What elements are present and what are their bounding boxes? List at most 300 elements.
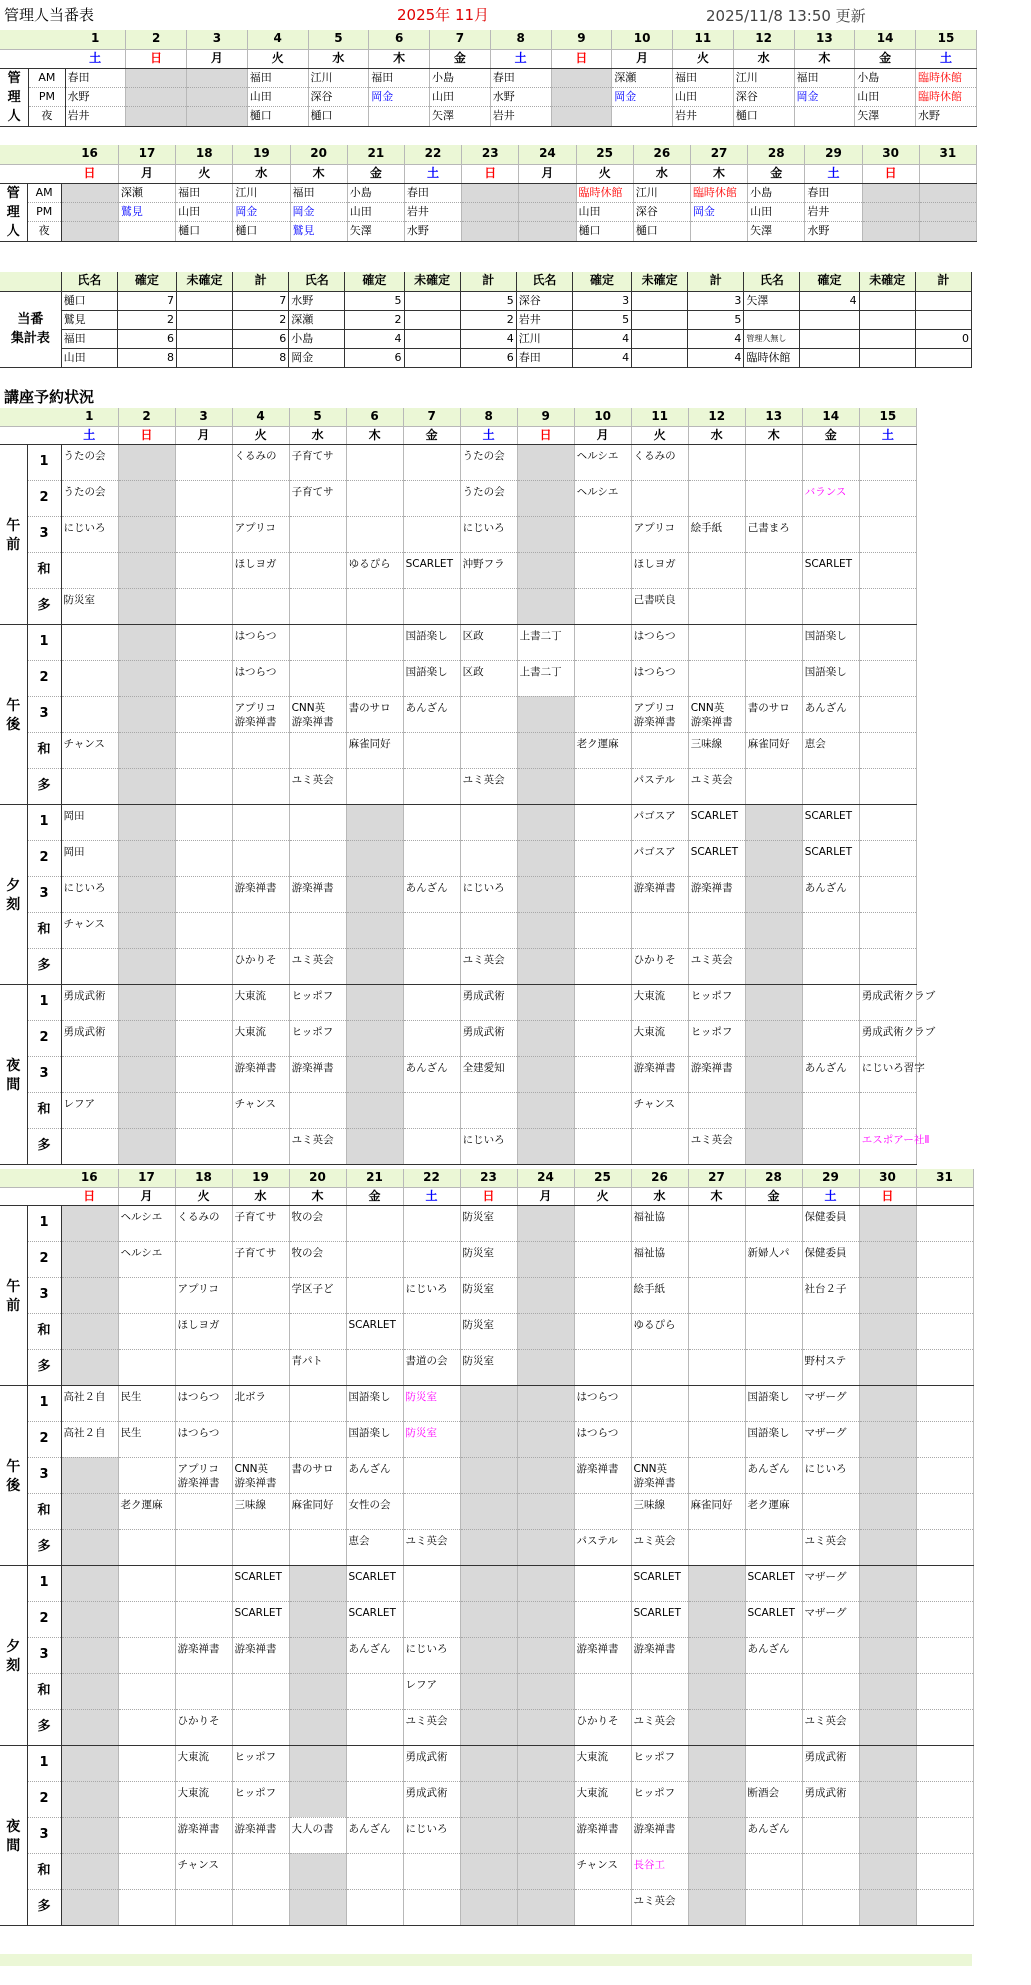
booking-cell [688,1457,745,1493]
booking-cell [859,804,916,840]
booking-cell [346,1277,403,1313]
booking-cell [688,1601,745,1637]
booking-row [0,1020,917,1056]
booking-cell [517,948,574,984]
booking-cell: レフア [403,1673,460,1709]
tally-cell [404,291,460,310]
slot-label: PM [29,87,65,106]
booking-cell: 勇成武術 [403,1781,460,1817]
booking-cell: うたの会 [460,480,517,516]
booking-cell [859,1241,916,1277]
duty-row-PM [0,202,977,221]
booking-cell: 書のサロ [346,696,403,732]
booking-cell [175,552,232,588]
booking-cell [289,732,346,768]
weekday-label: 日 [61,1187,118,1205]
day-number-26: 26 [631,1169,688,1187]
booking-cell: くるみの [232,444,289,480]
duty-day-row [0,30,977,49]
weekday-label: 金 [748,164,805,183]
side-label-char: 夕 [6,878,21,894]
day-number-17: 17 [118,145,175,164]
booking-cell: 子育てサ [232,1205,289,1241]
side-label-char: 人 [7,108,21,124]
booking-cell [574,948,631,984]
booking-cell [802,1493,859,1529]
booking-cell [517,1529,574,1565]
tally-cell [859,310,915,329]
tally-header: 氏名 [516,272,572,291]
duty-cell: 岩井 [673,107,734,126]
tally-cell: 臨時休館 [744,348,800,367]
booking-weekday-row [0,1187,973,1205]
booking-cell: 国語楽し [802,660,859,696]
booking-cell: 防災室 [403,1421,460,1457]
booking-cell: あんざん [802,1056,859,1092]
duty-cell: 福田 [794,68,855,87]
side-label-char: 午 [6,1459,21,1475]
booking-cell [346,1889,403,1925]
booking-cell: マザーグ [802,1601,859,1637]
weekday-label: 日 [61,164,118,183]
booking-cell [517,1421,574,1457]
booking-cell: 勇成武術クラブ [859,1020,916,1056]
weekday-label: 火 [576,164,633,183]
tally-row [0,291,972,310]
booking-cell: 女性の会 [346,1493,403,1529]
day-number-27: 27 [688,1169,745,1187]
duty-cell [187,107,248,126]
booking-cell [403,1313,460,1349]
booking-cell [517,1493,574,1529]
booking-cell [346,1781,403,1817]
tally-cell [915,310,971,329]
booking-cell [916,1601,973,1637]
booking-cell: あんざん [802,696,859,732]
tally-cell: 岩井 [516,310,572,329]
booking-cell [916,1637,973,1673]
booking-cell [61,1853,118,1889]
booking-cell: 勇成武術 [460,984,517,1020]
weekday-label: 水 [631,1187,688,1205]
booking-cell [745,1128,802,1164]
weekday-label: 月 [187,49,248,68]
booking-table-week2 [0,1169,974,1926]
booking-row [0,1673,973,1709]
booking-cell [403,444,460,480]
duty-cell: 鷲見 [118,202,175,221]
tally-cell [800,348,859,367]
tally-cell: 8 [117,348,176,367]
duty-cell: 春田 [490,68,551,87]
booking-cell [916,1565,973,1601]
booking-cell [175,948,232,984]
tally-cell [176,310,232,329]
booking-row [0,768,917,804]
booking-row [0,1241,973,1277]
day-number-30: 30 [859,1169,916,1187]
room-label: 和 [27,1673,61,1709]
booking-cell [61,1745,118,1781]
booking-cell: 勇成武術 [460,1020,517,1056]
booking-cell: 游楽禅書 [175,1637,232,1673]
booking-cell [175,732,232,768]
booking-cell [232,840,289,876]
booking-cell: 子育てサ [232,1241,289,1277]
booking-cell [175,1493,232,1529]
duty-cell: 矢澤 [748,222,805,241]
tally-cell [632,291,688,310]
booking-cell: あんざん [403,1056,460,1092]
booking-cell [118,1020,175,1056]
tally-header: 確定 [117,272,176,291]
booking-cell [460,1709,517,1745]
booking-cell [802,588,859,624]
duty-cell: 春田 [65,68,126,87]
booking-cell: 牧の会 [289,1205,346,1241]
booking-cell [517,840,574,876]
booking-cell [61,1889,118,1925]
tally-cell: 4 [460,329,516,348]
booking-cell [574,516,631,552]
day-number-21: 21 [346,1169,403,1187]
room-label: 1 [27,1205,61,1241]
booking-cell [859,1637,916,1673]
booking-cell [517,732,574,768]
day-number-27: 27 [690,145,747,164]
booking-cell [574,1277,631,1313]
side-label-tally [0,291,61,367]
duty-cell: 岡金 [612,87,673,106]
day-number-30: 30 [862,145,919,164]
booking-cell: 学区子ど [289,1277,346,1313]
duty-cell: 小島 [430,68,491,87]
booking-cell [517,480,574,516]
day-number-9: 9 [517,408,574,426]
booking-cell [517,1128,574,1164]
tally-cell: 5 [460,291,516,310]
weekday-label: 水 [232,1187,289,1205]
side-label-char: 間 [6,1838,21,1854]
booking-cell: ほしヨガ [631,552,688,588]
booking-row [0,1205,973,1241]
booking-cell: 絵手紙 [688,516,745,552]
room-label: 多 [27,768,61,804]
header-corner [0,30,65,49]
booking-row [0,876,917,912]
booking-cell [574,768,631,804]
booking-cell: チャンス [574,1853,631,1889]
tally-cell: 管理人無し [744,329,800,348]
weekday-label: 土 [490,49,551,68]
booking-cell [118,1889,175,1925]
booking-cell [175,1349,232,1385]
booking-cell [745,444,802,480]
booking-cell: SCARLET [802,804,859,840]
booking-cell: 上書二丁 [517,624,574,660]
booking-cell [916,1781,973,1817]
day-number-4: 4 [247,30,308,49]
booking-cell: ユミ英会 [289,1128,346,1164]
room-label: 3 [27,1277,61,1313]
booking-cell [403,912,460,948]
booking-cell: 野村ステ [802,1349,859,1385]
booking-cell: うたの会 [61,480,118,516]
booking-cell: ユミ英会 [403,1709,460,1745]
tally-cell: 矢澤 [744,291,800,310]
side-label-char: 理 [7,89,21,105]
booking-cell [517,1745,574,1781]
booking-cell: 游楽禅書 [574,1637,631,1673]
booking-cell: SCARLET [631,1601,688,1637]
booking-cell [403,1205,460,1241]
booking-cell [802,1853,859,1889]
booking-cell [175,912,232,948]
booking-cell [517,444,574,480]
duty-cell [126,87,187,106]
booking-cell: 高社２自 [61,1421,118,1457]
duty-cell: 岡金 [369,87,430,106]
duty-cell: 樋口 [576,222,633,241]
booking-cell [859,1565,916,1601]
booking-cell [232,696,289,732]
side-label-period [0,1745,27,1925]
duty-row-PM [0,87,977,106]
booking-cell: 游楽禅書 [232,1637,289,1673]
booking-cell [289,1601,346,1637]
booking-row [0,804,917,840]
booking-cell [232,1128,289,1164]
side-label-manager [0,183,27,241]
booking-cell: 書のサロ [289,1457,346,1493]
weekday-label: 木 [289,1187,346,1205]
booking-cell: 大東流 [175,1781,232,1817]
booking-cell [688,1277,745,1313]
booking-cell [175,1128,232,1164]
booking-row [0,444,917,480]
booking-cell [517,696,574,732]
tally-cell: 7 [117,291,176,310]
booking-cell: ひかりそ [574,1709,631,1745]
booking-cell: 書のサロ [745,696,802,732]
booking-cell: 游楽禅書 [631,1637,688,1673]
booking-cell [574,1128,631,1164]
side-label-part: 集計表 [10,331,50,346]
booking-cell: SCARLET [232,1601,289,1637]
weekday-label: 金 [802,426,859,444]
day-number-25: 25 [576,145,633,164]
booking-cell: ヘルシエ [574,444,631,480]
booking-cell [745,876,802,912]
booking-cell [460,840,517,876]
booking-cell [61,624,118,660]
booking-cell: チャンス [61,912,118,948]
booking-cell [460,1493,517,1529]
duty-cell: 山田 [748,202,805,221]
booking-cell [859,948,916,984]
booking-cell: あんざん [802,876,859,912]
booking-cell: にじいろ [403,1817,460,1853]
slot-label: 夜 [29,107,65,126]
booking-cell: 麻雀同好 [745,732,802,768]
day-number-20: 20 [289,1169,346,1187]
duty-cell: 鷲見 [290,222,347,241]
booking-cell [289,1385,346,1421]
booking-cell: 大東流 [232,1020,289,1056]
header-corner [0,426,61,444]
booking-cell: ほしヨガ [175,1313,232,1349]
booking-cell [61,1128,118,1164]
duty-cell [369,107,430,126]
slot-label: PM [27,202,61,221]
page-title: 管理人当番表 [4,6,95,24]
booking-table-week1 [0,408,936,1165]
booking-cell [289,1745,346,1781]
booking-cell [175,984,232,1020]
booking-cell: はつらつ [574,1421,631,1457]
booking-cell [118,1637,175,1673]
tally-header: 氏名 [744,272,800,291]
booking-cell [517,516,574,552]
booking-cell [688,1385,745,1421]
booking-cell [460,1421,517,1457]
booking-cell [517,1277,574,1313]
tally-cell: 水野 [289,291,345,310]
day-number-14: 14 [802,408,859,426]
booking-cell [403,480,460,516]
weekday-label: 火 [232,426,289,444]
booking-cell: 子育てサ [289,480,346,516]
weekday-label: 土 [805,164,862,183]
duty-cell: 福田 [369,68,430,87]
footer-bar [0,1954,972,1966]
booking-entry: アプリコ [177,1462,219,1475]
tally-cell: 4 [688,329,744,348]
room-label: 多 [27,1529,61,1565]
booking-cell: 防災室 [460,1349,517,1385]
booking-cell [118,768,175,804]
booking-cell [118,876,175,912]
booking-cell [118,552,175,588]
room-label: 2 [27,480,61,516]
duty-cell: 福田 [290,183,347,202]
booking-cell [403,588,460,624]
tally-cell: 小島 [289,329,345,348]
tally-cell: 樋口 [61,291,117,310]
room-label: 3 [27,876,61,912]
weekday-label: 金 [745,1187,802,1205]
booking-entry: 游楽禅書 [177,1476,220,1489]
booking-cell [859,624,916,660]
duty-cell: 深瀬 [118,183,175,202]
booking-cell [859,840,916,876]
tally-table [0,272,972,368]
booking-cell [346,624,403,660]
duty-cell: 樋口 [176,222,233,241]
room-label: 2 [27,1421,61,1457]
booking-cell [346,1745,403,1781]
booking-cell: にじいろ [403,1277,460,1313]
booking-cell [688,444,745,480]
duty-cell [61,202,118,221]
booking-cell [688,696,745,732]
booking-cell: SCARLET [688,840,745,876]
duty-cell: 水野 [490,87,551,106]
booking-cell [346,1709,403,1745]
booking-cell [859,1529,916,1565]
tally-header: 計 [460,272,516,291]
booking-cell [631,912,688,948]
booking-cell [574,624,631,660]
weekday-label: 日 [462,164,519,183]
booking-cell [346,660,403,696]
duty-cell: 春田 [404,183,461,202]
weekday-label: 日 [460,1187,517,1205]
booking-cell [118,624,175,660]
booking-cell [289,840,346,876]
side-label-part: 当番 [17,312,44,327]
weekday-label: 日 [118,426,175,444]
tally-cell [859,329,915,348]
duty-cell [551,107,612,126]
booking-cell [688,660,745,696]
side-label-char: 理 [6,204,20,220]
side-label-char: 後 [6,717,21,733]
booking-cell: ヒッポフ [289,1020,346,1056]
tally-cell: 4 [688,348,744,367]
booking-cell [517,984,574,1020]
booking-cell: ヘルシエ [574,480,631,516]
booking-cell [574,660,631,696]
booking-cell [916,1277,973,1313]
booking-cell [859,1709,916,1745]
booking-cell [859,1781,916,1817]
duty-cell [126,107,187,126]
booking-cell [916,1457,973,1493]
tally-cell [915,291,971,310]
booking-cell [517,1056,574,1092]
booking-cell: パゴスア [631,840,688,876]
day-number-14: 14 [855,30,916,49]
booking-cell: SCARLET [802,552,859,588]
booking-cell [346,768,403,804]
booking-cell: SCARLET [403,552,460,588]
side-label-char: 刻 [6,897,21,913]
booking-cell [61,1709,118,1745]
duty-cell [862,222,919,241]
booking-cell [118,840,175,876]
booking-cell [517,912,574,948]
booking-cell: アプリコ [175,1277,232,1313]
booking-row [0,1493,973,1529]
tally-cell [859,348,915,367]
booking-cell: 麻雀同好 [289,1493,346,1529]
booking-cell [232,480,289,516]
booking-cell: ヘルシエ [118,1205,175,1241]
booking-cell: 大東流 [574,1745,631,1781]
booking-cell [289,588,346,624]
weekday-label [916,1187,973,1205]
booking-row [0,732,917,768]
booking-cell [346,1092,403,1128]
booking-cell [118,1056,175,1092]
day-number-31: 31 [916,1169,973,1187]
booking-row [0,1092,917,1128]
booking-cell: 防災室 [460,1205,517,1241]
booking-cell: 老ク運麻 [745,1493,802,1529]
duty-cell [551,68,612,87]
day-number-5: 5 [308,30,369,49]
